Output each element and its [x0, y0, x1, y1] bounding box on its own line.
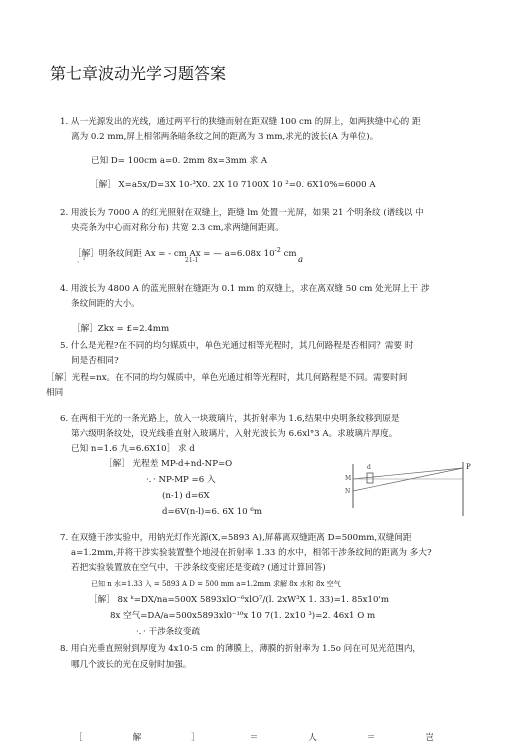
solution-text: ［解］明条纹间距 Ax = - cm Ax = — a=6.08x 10	[73, 248, 275, 259]
problem-7-text: a=1.2mm,并将干涉实验装置整个地浸在折射率 1.33 的水中，相邻干涉条纹间的距离为 多大?	[71, 548, 432, 558]
formula-fragment: 、²	[77, 257, 86, 264]
solution-char: 人	[308, 733, 317, 743]
problem-6-solution: ［解］ 光程差 MP-d+nd-NP=O	[104, 459, 233, 469]
problem-2-text: 央亮条为中心而对称分布) 共宽 2.3 cm,求两缝间距离。	[71, 223, 284, 233]
slit-glass-diagram	[345, 460, 475, 520]
problem-7-conclusion: ·．· 干涉条纹变疏	[136, 627, 201, 637]
problem-6-given: 已知 n=1.6 九=6.6X10］ 求 d	[71, 444, 195, 454]
diagram-label-m: M	[345, 475, 352, 482]
problem-6-solution: d=6V(n-l)=6. 6X 10 ⁶m	[162, 507, 262, 517]
problem-5-text: 5. 什么是光程?在不同的均匀媒质中，单色光通过相等光程时，其几何路程是否相同？需要 时	[60, 341, 414, 351]
problem-8-text: 8. 用白光垂直照射到厚度为 4x10-5 cm 的薄膜上，薄膜的折射率为 1.5o 问在可见光范围内，	[60, 644, 422, 654]
exponent: -2	[274, 246, 281, 254]
problem-5-solution: ［解］光程=nx。在不同的均匀媒质中，单色光通过相等光程时，其几何路程是不同。需要时间	[46, 373, 408, 383]
equals-sign: ＝	[249, 733, 259, 743]
problem-8-text: 哪几个波长的光在反射时加强。	[71, 660, 192, 670]
formula-denominator: 21-1	[185, 257, 199, 264]
problem-1-text: 1. 从一光源发出的光线，通过两平行的狭缝而射在距双缝 100 cm 的屏上，如两狭缝中心的 距	[60, 117, 421, 127]
problem-4-text: 条纹间距的大小。	[71, 299, 140, 309]
problem-6-text: 第六级明条纹处，设光线垂直射入玻璃片，入射光波长为 6.6xl°3 A。求玻璃片厚度。	[71, 429, 398, 439]
problem-7-solution: ［解］ 8x ᵏ=DX/na=500X 5893xlO⁻⁶xlO⁷/(l. 2xW³X 1. 33)=1. 85x10'm	[89, 595, 389, 605]
problem-5-text: 间是否相同?	[71, 356, 119, 366]
diagram-label-d: d	[367, 464, 371, 471]
problem-7-solution: 8x 空气=DA/a=500x5893xl0⁻¹⁰x 10 7(1. 2x10 ³)=2. 46x1 O m	[110, 611, 376, 621]
problem-2-text: 2. 用波长为 7000 A 的红光照射在双缝上，距缝 lm 处置一光屏，如果 21 个明条纹 (谱线以 中	[60, 208, 424, 218]
problem-5-solution: 相同	[46, 388, 64, 398]
problem-6-text: 6. 在两相干光的一条光路上，放入一块玻璃片，其折射率为 1.6,结果中央明条纹移到原是	[60, 414, 400, 424]
problem-4-solution: ［解］Zkx = £=2.4mm	[72, 324, 170, 334]
formula-variable: a	[298, 255, 304, 265]
problem-7-given: 已知 n 水=1.33 入 = 5893 A D = 500 mm a=1.2mm 求解 8x 水和 8x 空气	[91, 580, 341, 588]
solution-char: 岂	[425, 733, 434, 743]
problem-6-solution: ·．· NP-MP =6 入	[146, 475, 216, 485]
diagram-label-p: P	[466, 463, 471, 471]
problem-1-solution: ［解］ X=a5x/D=3X 10-³X0. 2X 10 7100X 10 ²=0. 6X10%=6000 A	[90, 180, 376, 190]
page-title: 第七章波动光学习题答案	[50, 64, 227, 83]
glass-plate	[367, 473, 373, 483]
solution-char: 解	[132, 733, 142, 743]
problem-1-given: 已知 D= 100cm a=0. 2mm 8x=3mm 求 A	[91, 156, 268, 166]
equals-sign: ＝	[366, 733, 376, 743]
problem-7-text: 7. 在双缝干涉实验中，用钠光灯作光源(X,=5893 A),屏幕离双缝距离 D=500mm,双缝间距	[60, 533, 412, 543]
problem-6-solution: (n-1) d=6X	[162, 491, 210, 501]
problem-7-text: 若把实验装置放在空气中，干涉条纹变密还是变疏? (通过计算回答)	[71, 563, 326, 573]
bracket-open: ［	[74, 733, 83, 743]
bracket-close: ］	[191, 733, 200, 743]
unit: cm	[280, 248, 297, 259]
problem-8-solution-spread	[74, 733, 434, 744]
problem-1-text: 离为 0.2 mm,屏上相邻两条暗条纹之间的距离为 3 mm,求光的波长(A 为单位)。	[71, 132, 379, 142]
diagram-label-n: N	[345, 488, 351, 495]
problem-4-text: 4. 用波长为 4800 A 的蓝光照射在缝距为 0.1 mm 的双缝上，求在离双缝 50 cm 处光屏上干 涉	[60, 284, 430, 294]
